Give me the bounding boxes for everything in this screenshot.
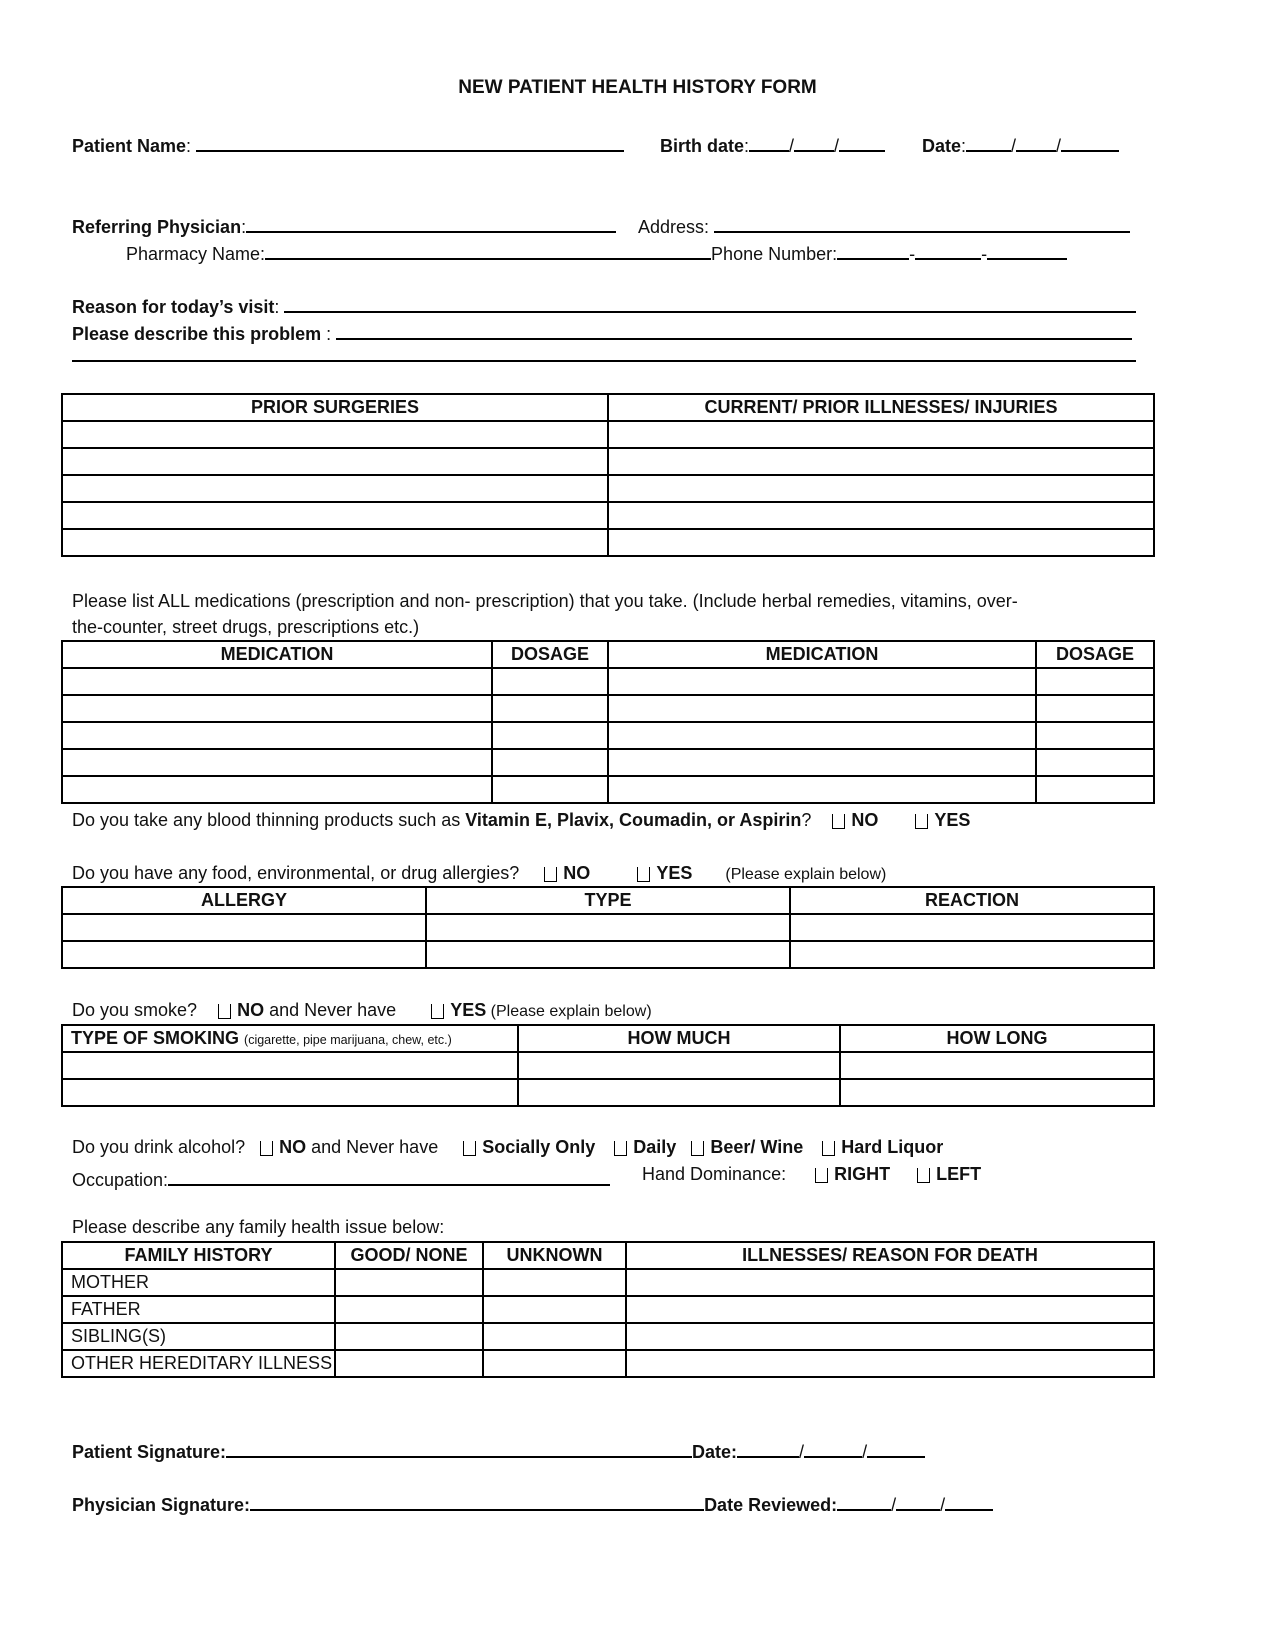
header-type: TYPE — [426, 887, 790, 914]
patient-signature-label: Patient Signature: — [72, 1442, 227, 1462]
form-title: NEW PATIENT HEALTH HISTORY FORM — [458, 77, 817, 98]
occupation-field[interactable] — [168, 1164, 610, 1186]
table-row — [62, 529, 1154, 556]
table-row — [62, 1052, 1154, 1079]
option-label: YES — [934, 810, 971, 830]
table-header-row — [62, 1242, 1154, 1269]
patient-name-label: Patient Name — [72, 136, 187, 156]
phone-number-label: Phone Number: — [711, 244, 838, 264]
header-type-of-smoking — [62, 1025, 518, 1052]
birth-month-field[interactable] — [749, 130, 789, 152]
dosage-cell[interactable] — [1036, 695, 1154, 722]
question-text: Do you take any blood thinning products such as — [72, 810, 466, 830]
slash: / — [1011, 136, 1017, 156]
medication-cell[interactable] — [62, 749, 492, 776]
checkbox-icon[interactable] — [637, 867, 650, 882]
option-label: Socially Only — [482, 1137, 596, 1157]
good-none-cell[interactable] — [335, 1269, 483, 1296]
blood-thinners-question — [72, 810, 970, 831]
question-text: Do you have any food, environmental, or drug allergies? — [72, 863, 520, 883]
dash: - — [909, 244, 916, 264]
illness-reason-cell[interactable] — [626, 1323, 1154, 1350]
hand-dominance-row — [642, 1164, 981, 1185]
header-illnesses-injuries: CURRENT/ PRIOR ILLNESSES/ INJURIES — [608, 394, 1154, 421]
dosage-cell[interactable] — [492, 749, 608, 776]
header-reaction: REACTION — [790, 887, 1154, 914]
header-prior-surgeries: PRIOR SURGERIES — [62, 394, 608, 421]
how-long-cell[interactable] — [840, 1079, 1154, 1106]
address-row — [638, 211, 1130, 238]
medication-cell[interactable] — [62, 776, 492, 803]
unknown-cell[interactable] — [483, 1350, 626, 1377]
blood-thinners-no-option[interactable] — [826, 810, 878, 831]
dosage-cell[interactable] — [1036, 722, 1154, 749]
dosage-cell[interactable] — [492, 722, 608, 749]
reviewed-month-field[interactable] — [837, 1489, 891, 1511]
reaction-cell[interactable] — [790, 941, 1154, 968]
option-label: NO — [237, 1000, 265, 1020]
medications-table — [61, 640, 1155, 804]
checkbox-icon[interactable] — [691, 1141, 704, 1156]
pharmacy-name-field[interactable] — [265, 238, 711, 260]
dosage-cell[interactable] — [492, 695, 608, 722]
date-day-field[interactable] — [1016, 130, 1056, 152]
reviewed-year-field[interactable] — [945, 1489, 993, 1511]
table-row — [62, 1079, 1154, 1106]
phone-prefix-field[interactable] — [915, 238, 981, 260]
smoking-type-cell[interactable] — [62, 1079, 518, 1106]
table-row — [62, 749, 1154, 776]
unknown-cell[interactable] — [483, 1296, 626, 1323]
dosage-cell[interactable] — [1036, 749, 1154, 776]
header-how-long: HOW LONG — [840, 1025, 1154, 1052]
good-none-cell[interactable] — [335, 1296, 483, 1323]
alcohol-hard-liquor-option[interactable] — [816, 1137, 943, 1158]
patient-signature-field[interactable] — [226, 1436, 692, 1458]
hand-right-option[interactable] — [809, 1164, 890, 1185]
physician-signature-field[interactable] — [250, 1489, 704, 1511]
table-row — [62, 722, 1154, 749]
pharmacy-name-label: Pharmacy Name: — [126, 244, 266, 264]
how-long-cell[interactable] — [840, 1052, 1154, 1079]
table-header-row — [62, 641, 1154, 668]
header-illnesses-reason: ILLNESSES/ REASON FOR DEATH — [626, 1242, 1154, 1269]
allergies-no-option[interactable] — [538, 863, 590, 884]
medication-cell[interactable] — [608, 695, 1036, 722]
medications-instruction-1: Please list ALL medications (prescription and non- prescription) that you take. (Include herbal remedies, vitamins, over- — [72, 591, 1018, 611]
option-suffix: and Never have — [264, 1000, 397, 1020]
question-bold-text: Vitamin E, Plavix, Coumadin, or Aspirin — [465, 810, 802, 830]
allergies-table — [61, 886, 1155, 969]
smoking-no-option[interactable] — [212, 1000, 396, 1021]
medication-cell[interactable] — [608, 668, 1036, 695]
slash: / — [940, 1495, 946, 1515]
option-label: NO — [279, 1137, 307, 1157]
option-label: NO — [563, 863, 591, 883]
illness-cell[interactable] — [608, 502, 1154, 529]
surgery-cell[interactable] — [62, 448, 608, 475]
birth-date-row — [660, 130, 885, 157]
table-row — [62, 1323, 1154, 1350]
slash: / — [799, 1442, 805, 1462]
medication-cell[interactable] — [62, 695, 492, 722]
patient-name-row — [72, 130, 624, 157]
checkbox-icon[interactable] — [917, 1168, 930, 1183]
slash: / — [891, 1495, 897, 1515]
illness-reason-cell[interactable] — [626, 1269, 1154, 1296]
colon: : — [961, 136, 967, 156]
header-how-much: HOW MUCH — [518, 1025, 840, 1052]
option-label: Beer/ Wine — [710, 1137, 804, 1157]
option-label: RIGHT — [834, 1164, 891, 1184]
describe-row — [72, 318, 1132, 345]
option-label: YES — [450, 1000, 487, 1020]
describe-field[interactable] — [336, 318, 1132, 340]
checkbox-icon[interactable] — [431, 1004, 444, 1019]
good-none-cell[interactable] — [335, 1323, 483, 1350]
option-label: NO — [851, 810, 879, 830]
alcohol-question — [72, 1137, 943, 1158]
allergies-note: (Please explain below) — [725, 866, 887, 883]
option-label: LEFT — [936, 1164, 982, 1184]
type-cell[interactable] — [426, 914, 790, 941]
dosage-cell[interactable] — [1036, 776, 1154, 803]
date-year-field[interactable] — [1061, 130, 1119, 152]
blood-thinners-yes-option[interactable] — [909, 810, 970, 831]
family-history-table — [61, 1241, 1155, 1378]
type-cell[interactable] — [426, 941, 790, 968]
family-member-label: OTHER HEREDITARY ILLNESS — [62, 1350, 335, 1377]
occupation-label: Occupation: — [72, 1170, 169, 1190]
dosage-cell[interactable] — [492, 668, 608, 695]
patient-date-month-field[interactable] — [737, 1436, 799, 1458]
date-row — [922, 130, 1119, 157]
medication-cell[interactable] — [608, 776, 1036, 803]
medication-cell[interactable] — [62, 668, 492, 695]
family-member-label: MOTHER — [62, 1269, 335, 1296]
allergies-yes-option[interactable] — [631, 863, 692, 884]
patient-name-field[interactable] — [196, 130, 624, 152]
allergies-question — [72, 863, 886, 884]
slash: / — [834, 136, 840, 156]
slash: / — [789, 136, 795, 156]
checkbox-icon[interactable] — [463, 1141, 476, 1156]
occupation-row — [72, 1164, 610, 1191]
table-row — [62, 448, 1154, 475]
table-row — [62, 914, 1154, 941]
reason-field[interactable] — [284, 291, 1136, 313]
dosage-cell[interactable] — [492, 776, 608, 803]
header-note: (cigarette, pipe marijuana, chew, etc.) — [244, 1033, 452, 1047]
reaction-cell[interactable] — [790, 914, 1154, 941]
how-much-cell[interactable] — [518, 1079, 840, 1106]
option-note: (Please explain below) — [486, 1003, 652, 1020]
alcohol-daily-option[interactable] — [608, 1137, 676, 1158]
referring-physician-field[interactable] — [246, 211, 616, 233]
checkbox-icon[interactable] — [260, 1141, 273, 1156]
alcohol-socially-option[interactable] — [457, 1137, 595, 1158]
phone-area-field[interactable] — [837, 238, 909, 260]
question-text: Do you smoke? — [72, 1000, 198, 1020]
colon: : — [326, 324, 332, 344]
illness-cell[interactable] — [608, 475, 1154, 502]
surgery-cell[interactable] — [62, 502, 608, 529]
colon: : — [186, 136, 192, 156]
smoking-table — [61, 1024, 1155, 1107]
header-dosage: DOSAGE — [492, 641, 608, 668]
checkbox-icon[interactable] — [822, 1141, 835, 1156]
checkbox-icon[interactable] — [614, 1141, 627, 1156]
describe-label: Please describe this problem — [72, 324, 322, 344]
phone-line-field[interactable] — [987, 238, 1067, 260]
dosage-cell[interactable] — [1036, 668, 1154, 695]
how-much-cell[interactable] — [518, 1052, 840, 1079]
option-label: YES — [656, 863, 693, 883]
birth-year-field[interactable] — [839, 130, 885, 152]
smoking-type-cell[interactable] — [62, 1052, 518, 1079]
referring-physician-label: Referring Physician — [72, 217, 242, 237]
surgery-cell[interactable] — [62, 529, 608, 556]
smoking-question — [72, 1000, 652, 1021]
referring-physician-row — [72, 211, 616, 238]
physician-signature-row — [72, 1489, 993, 1516]
table-header-row — [62, 887, 1154, 914]
patient-date-label: Date: — [692, 1442, 738, 1462]
reviewed-day-field[interactable] — [896, 1489, 940, 1511]
alcohol-no-option[interactable] — [254, 1137, 438, 1158]
medication-cell[interactable] — [608, 722, 1036, 749]
header-medication: MEDICATION — [608, 641, 1036, 668]
date-label: Date — [922, 136, 962, 156]
slash: / — [862, 1442, 868, 1462]
colon: : — [241, 217, 247, 237]
patient-date-day-field[interactable] — [804, 1436, 862, 1458]
family-history-instruction: Please describe any family health issue below: — [72, 1217, 445, 1237]
unknown-cell[interactable] — [483, 1323, 626, 1350]
checkbox-icon[interactable] — [218, 1004, 231, 1019]
dash: - — [981, 244, 988, 264]
medication-cell[interactable] — [608, 749, 1036, 776]
alcohol-beer-wine-option[interactable] — [685, 1137, 803, 1158]
table-row — [62, 941, 1154, 968]
header-medication: MEDICATION — [62, 641, 492, 668]
hand-dominance-label: Hand Dominance: — [642, 1164, 787, 1184]
question-mark: ? — [801, 810, 812, 830]
hand-left-option[interactable] — [911, 1164, 981, 1185]
birth-date-label: Birth date — [660, 136, 745, 156]
date-month-field[interactable] — [966, 130, 1011, 152]
family-member-label: FATHER — [62, 1296, 335, 1323]
family-member-label: SIBLING(S) — [62, 1323, 335, 1350]
reason-row — [72, 291, 1136, 318]
colon: : — [274, 297, 280, 317]
header-dosage: DOSAGE — [1036, 641, 1154, 668]
allergy-cell[interactable] — [62, 914, 426, 941]
reason-label: Reason for today’s visit — [72, 297, 275, 317]
allergy-cell[interactable] — [62, 941, 426, 968]
address-field[interactable] — [714, 211, 1130, 233]
option-label: Daily — [633, 1137, 677, 1157]
table-row — [62, 1296, 1154, 1323]
header-good-none: GOOD/ NONE — [335, 1242, 483, 1269]
table-row — [62, 502, 1154, 529]
checkbox-icon[interactable] — [832, 814, 845, 829]
address-label: Address: — [638, 217, 710, 237]
table-row — [62, 1269, 1154, 1296]
header-family-history: FAMILY HISTORY — [62, 1242, 335, 1269]
question-text: Do you drink alcohol? — [72, 1137, 246, 1157]
table-row — [62, 668, 1154, 695]
slash: / — [1056, 136, 1062, 156]
checkbox-icon[interactable] — [815, 1168, 828, 1183]
checkbox-icon[interactable] — [915, 814, 928, 829]
medications-instruction-2: the-counter, street drugs, prescriptions etc.) — [72, 617, 420, 637]
header-label: TYPE OF SMOKING — [71, 1028, 240, 1048]
unknown-cell[interactable] — [483, 1269, 626, 1296]
medication-cell[interactable] — [62, 722, 492, 749]
table-row — [62, 1350, 1154, 1377]
colon: : — [744, 136, 750, 156]
patient-date-year-field[interactable] — [867, 1436, 925, 1458]
illness-reason-cell[interactable] — [626, 1350, 1154, 1377]
table-row — [62, 695, 1154, 722]
table-row — [62, 421, 1154, 448]
table-row — [62, 475, 1154, 502]
option-suffix: and Never have — [306, 1137, 439, 1157]
date-reviewed-label: Date Reviewed: — [704, 1495, 838, 1515]
table-header-row — [62, 394, 1154, 421]
table-header-row — [62, 1025, 1154, 1052]
physician-signature-label: Physician Signature: — [72, 1495, 251, 1515]
illness-cell[interactable] — [608, 421, 1154, 448]
surgeries-table — [61, 393, 1155, 557]
pharmacy-row — [126, 238, 1067, 265]
smoking-yes-option[interactable] — [425, 1000, 651, 1021]
header-allergy: ALLERGY — [62, 887, 426, 914]
illness-reason-cell[interactable] — [626, 1296, 1154, 1323]
illness-cell[interactable] — [608, 529, 1154, 556]
checkbox-icon[interactable] — [544, 867, 557, 882]
surgery-cell[interactable] — [62, 475, 608, 502]
patient-signature-row — [72, 1436, 925, 1463]
illness-cell[interactable] — [608, 448, 1154, 475]
option-label: Hard Liquor — [841, 1137, 944, 1157]
header-unknown: UNKNOWN — [483, 1242, 626, 1269]
describe-field-line-2[interactable] — [72, 360, 1136, 362]
birth-day-field[interactable] — [794, 130, 834, 152]
good-none-cell[interactable] — [335, 1350, 483, 1377]
table-row — [62, 776, 1154, 803]
surgery-cell[interactable] — [62, 421, 608, 448]
